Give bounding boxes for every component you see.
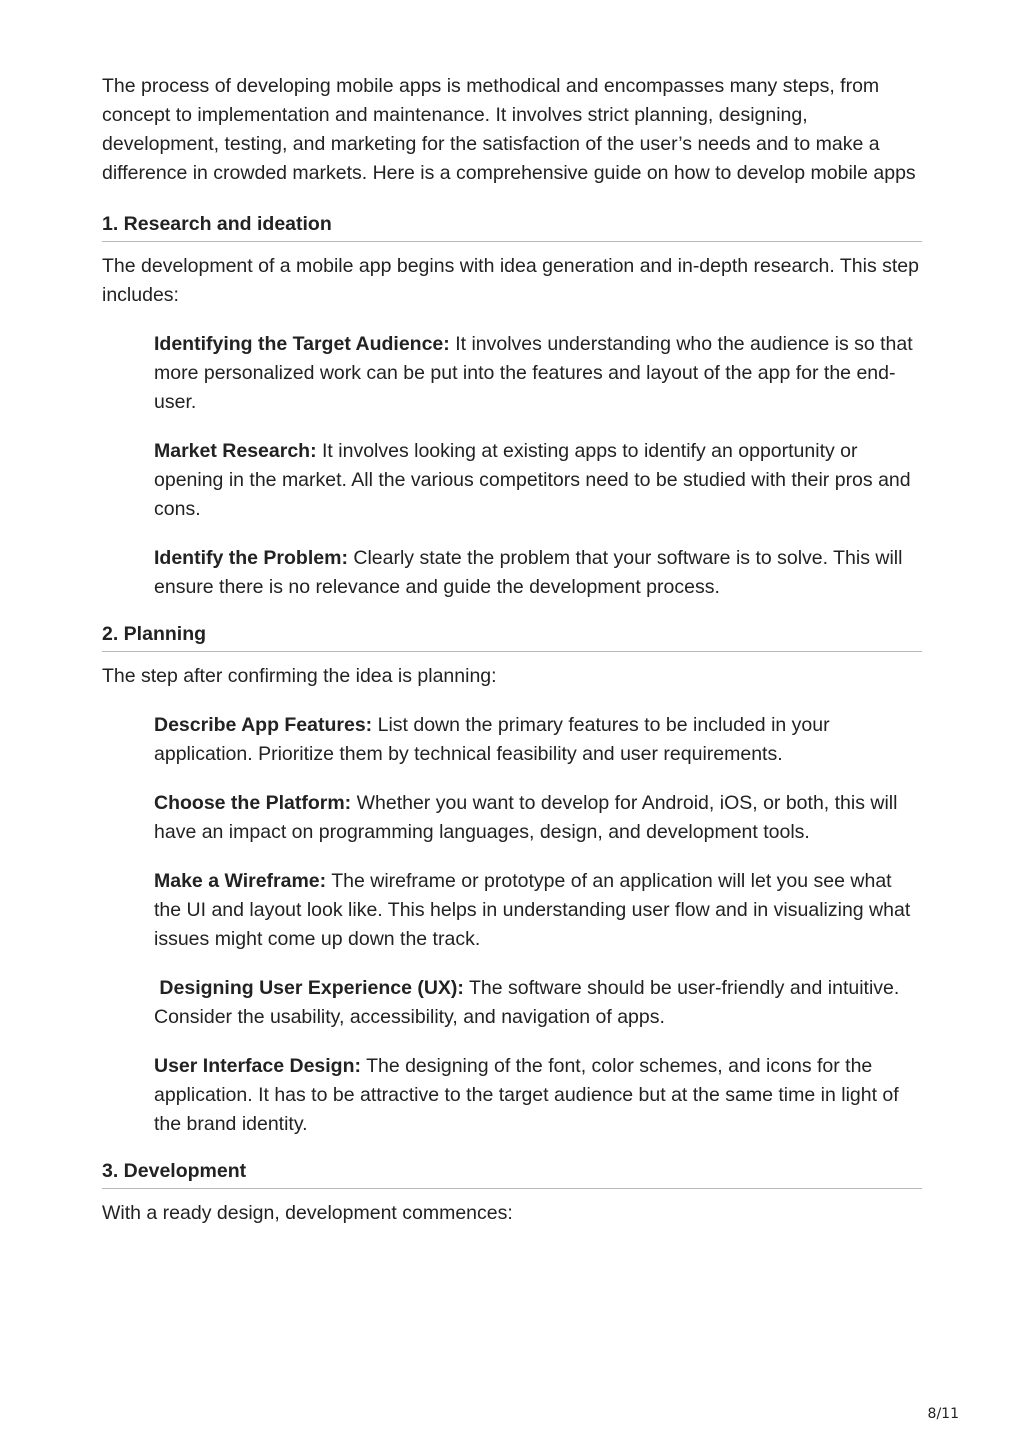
item-text: It involves looking at existing apps to identify an opportunity or opening in the market. All the various competitors need to be studied with their pros and cons. [154,440,911,520]
list-item [154,711,922,769]
item-term: Market Research: [154,440,317,462]
list-item [154,789,922,847]
list-item [154,974,922,1032]
section-development [102,1159,922,1228]
page-number: 8/11 [927,1406,959,1422]
intro-paragraph: The process of developing mobile apps is methodical and encompasses many steps, from concept to implementation and maintenance. It involves strict planning, designing, development, testing, and marketing for the satisfaction of the user’s needs and to make a difference in crowded markets. Here is a comprehensive guide on how to develop mobile apps [102,75,916,184]
item-term: Describe App Features: [154,714,373,736]
item-list [154,330,922,602]
section-planning [102,622,922,1139]
section-heading: 2. Planning [102,622,922,652]
item-text: The designing of the font, color schemes, and icons for the application. It has to be attractive to the target audience but at the same time in light of the brand identity. [154,1055,899,1135]
section-research [102,212,922,602]
item-text: Clearly state the problem that your software is to solve. This will ensure there is no relevance and guide the development process. [154,547,903,598]
section-lead: With a ready design, development commences: [102,1202,513,1224]
item-term: Make a Wireframe: [154,870,327,892]
list-item [154,437,922,524]
list-item [154,330,922,417]
item-text: The software should be user-friendly and intuitive. Consider the usability, accessibility, and navigation of apps. [154,977,900,1028]
item-term: Identify the Problem: [154,547,348,569]
section-lead: The development of a mobile app begins with idea generation and in-depth research. This step includes: [102,255,919,306]
item-text: The wireframe or prototype of an application will let you see what the UI and layout look like. This helps in understanding user flow and in visualizing what issues might come up down the track. [154,870,911,950]
item-term: Designing User Experience (UX): [154,977,464,999]
item-list [154,711,922,1139]
item-text: List down the primary features to be included in your application. Prioritize them by technical feasibility and user requirements. [154,714,830,765]
item-text: It involves understanding who the audience is so that more personalized work can be put into the features and layout of the app for the end-user. [154,333,913,413]
list-item [154,1052,922,1139]
section-heading: 1. Research and ideation [102,212,922,242]
list-item [154,544,922,602]
list-item [154,867,922,954]
item-text: Whether you want to develop for Android, iOS, or both, this will have an impact on programming languages, design, and development tools. [154,792,898,843]
item-term: User Interface Design: [154,1055,361,1077]
item-term: Identifying the Target Audience: [154,333,450,355]
item-term: Choose the Platform: [154,792,352,814]
document-body [102,72,922,1248]
section-heading: 3. Development [102,1159,922,1189]
section-lead: The step after confirming the idea is planning: [102,665,497,687]
